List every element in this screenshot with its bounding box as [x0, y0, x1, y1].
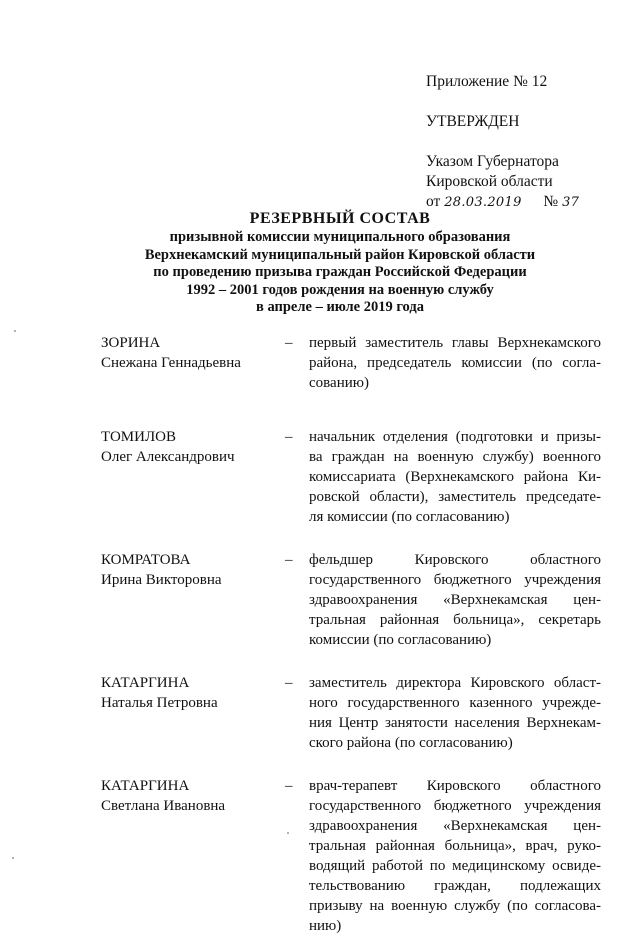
- decree-line-1: Указом Губернатора: [426, 153, 559, 170]
- member-entry: [101, 550, 601, 650]
- member-given-name: Светлана Ивановна: [101, 798, 226, 814]
- member-surname: ТОМИЛОВ: [101, 429, 176, 445]
- title-main: РЕЗЕРВНЫЙ СОСТАВ: [249, 210, 431, 227]
- role-line: ного государственного казенного учрежде-: [309, 695, 601, 711]
- member-name: [101, 550, 285, 650]
- role-line: водящий работой по медицинскому освиде-: [309, 858, 601, 874]
- role-line: ния Центр занятости населения Верхнекам-: [309, 715, 601, 731]
- title-line: в апреле – июле 2019 года: [256, 299, 424, 316]
- member-dash: –: [285, 778, 293, 794]
- date-prefix: от: [426, 193, 441, 210]
- role-line: нию): [309, 918, 342, 934]
- member-name: [101, 673, 285, 753]
- member-entry: [101, 333, 601, 393]
- member-given-name: Ирина Викторовна: [101, 572, 222, 588]
- member-dash: –: [285, 429, 293, 445]
- role-line: здравоохранения «Верхнекамская цен-: [309, 818, 601, 834]
- role-line: призыву на военную службу (по согласова-: [309, 898, 601, 914]
- member-entry: [101, 673, 601, 753]
- decree-line-2: Кировской области: [426, 173, 553, 190]
- title-line: Верхнекамский муниципальный район Кировской области: [144, 246, 536, 263]
- role-line: комиссариата (Верхнекамского района Ки-: [309, 469, 601, 485]
- member-given-name: Снежана Геннадьевна: [101, 355, 241, 371]
- role-line: района, председатель комиссии (по согла-: [309, 355, 601, 371]
- member-given-name: Олег Александрович: [101, 449, 235, 465]
- role-line: ровской области), заместитель председате-: [309, 489, 601, 505]
- role-line: ского района (по согласованию): [309, 735, 513, 751]
- role-line: тральная районная больница», врач, руко-: [309, 838, 601, 854]
- member-surname: КОМРАТОВА: [101, 552, 191, 568]
- member-role: [309, 427, 601, 527]
- appendix-number: Приложение № 12: [426, 73, 548, 90]
- approved-label: УТВЕРЖДЕН: [426, 113, 520, 130]
- document-title: [60, 210, 620, 316]
- title-line: призывной комиссии муниципального образования: [169, 229, 511, 246]
- role-line: здравоохранения «Верхнекамская цен-: [309, 592, 601, 608]
- handwritten-date: 28.03.2019: [444, 195, 522, 210]
- member-name: [101, 427, 285, 527]
- scan-speck: [14, 330, 16, 332]
- member-entry: [101, 427, 601, 527]
- member-surname: КАТАРГИНА: [101, 675, 190, 691]
- member-role: [309, 550, 601, 650]
- role-line: тельствованию граждан, подлежащих: [309, 878, 601, 894]
- approval-stamp: [426, 72, 626, 213]
- member-dash: –: [285, 335, 293, 351]
- role-line: первый заместитель главы Верхнекамского: [309, 335, 601, 351]
- members-list: [101, 333, 601, 936]
- member-dash: –: [285, 552, 293, 568]
- title-line: 1992 – 2001 годов рождения на военную службу: [186, 281, 494, 298]
- member-given-name: Наталья Петровна: [101, 695, 218, 711]
- title-line: по проведению призыва граждан Российской Федерации: [153, 264, 527, 281]
- role-line: начальник отделения (подготовки и призы-: [309, 429, 601, 445]
- role-line: фельдшер Кировского областного: [309, 552, 601, 568]
- member-entry: [101, 776, 601, 936]
- role-line: ля комиссии (по согласованию): [309, 509, 510, 525]
- handwritten-number: 37: [562, 195, 580, 210]
- role-line: комиссии (по согласованию): [309, 632, 492, 648]
- member-name: [101, 333, 285, 393]
- role-line: ва граждан на военную службу) военного: [309, 449, 601, 465]
- role-line: заместитель директора Кировского област-: [309, 675, 601, 691]
- role-line: сованию): [309, 375, 369, 391]
- role-line: тральная районная больница», секретарь: [309, 612, 601, 628]
- role-line: государственного бюджетного учреждения: [309, 798, 601, 814]
- member-role: [309, 333, 601, 393]
- member-name: [101, 776, 285, 936]
- member-role: [309, 673, 601, 753]
- member-surname: ЗОРИНА: [101, 335, 161, 351]
- member-role: [309, 776, 601, 936]
- number-prefix: №: [543, 193, 559, 210]
- scan-speck: [287, 832, 289, 834]
- role-line: врач-терапевт Кировского областного: [309, 778, 601, 794]
- scan-speck: [12, 857, 14, 859]
- member-dash: –: [285, 675, 293, 691]
- role-line: государственного бюджетного учреждения: [309, 572, 601, 588]
- member-surname: КАТАРГИНА: [101, 778, 190, 794]
